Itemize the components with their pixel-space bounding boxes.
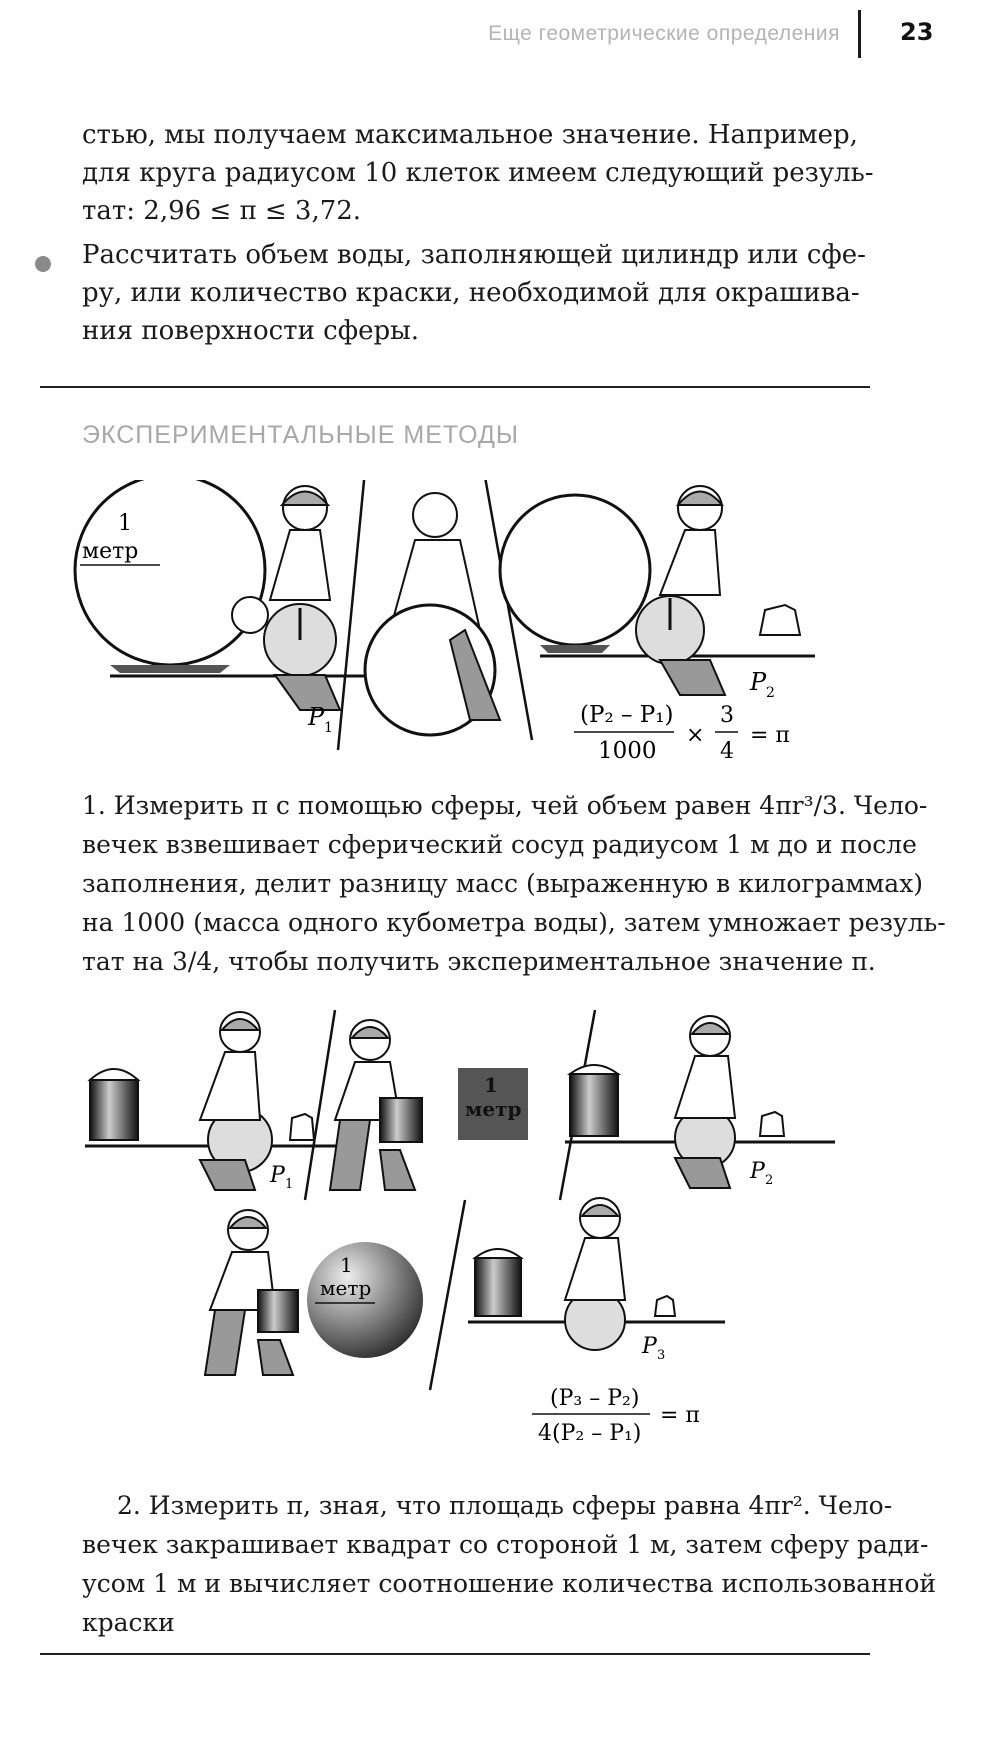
bottom-divider <box>40 1653 870 1655</box>
formula-result: = π <box>750 723 790 748</box>
running-title: Еще геометрические определения <box>488 22 840 45</box>
weight-sub-p1: 1 <box>285 1177 294 1192</box>
formula-2 <box>532 1386 700 1446</box>
weight-label-p3: P <box>642 1334 657 1359</box>
panel-weigh-full-can <box>85 1012 360 1192</box>
weight-sub-p3: 3 <box>657 1348 666 1363</box>
text-line: 2. Измерить π, зная, что площадь сферы равна 4πr². Чело- <box>117 1491 893 1520</box>
text-line: тат: 2,96 ≤ π ≤ 3,72. <box>82 196 362 226</box>
header-divider <box>858 10 861 58</box>
sphere-label-unit: метр <box>82 539 139 564</box>
sphere-label-unit: метр <box>320 1276 372 1300</box>
formula-result: = π <box>660 1403 700 1428</box>
text-line: вечек закрашивает квадрат со стороной 1 м, затем сферу ради- <box>82 1530 929 1559</box>
text-line: ния поверхности сферы. <box>82 316 420 346</box>
panel-divider <box>305 1010 335 1200</box>
weight-label-p1: P <box>270 1163 285 1188</box>
text-line: краски <box>82 1608 175 1637</box>
square-label-unit: метр <box>465 1097 522 1121</box>
panel-weigh-used-can <box>565 1016 835 1188</box>
section-title: ЭКСПЕРИМЕНТАЛЬНЫЕ МЕТОДЫ <box>82 421 520 449</box>
text-line: на 1000 (масса одного кубометра воды), затем умножает резуль- <box>82 908 946 937</box>
text-line: усом 1 м и вычисляет соотношение количества использованной <box>82 1569 937 1598</box>
intro-paragraph <box>82 116 872 230</box>
panel-divider <box>430 1200 465 1390</box>
formula-denominator: 1000 <box>598 738 657 764</box>
weight-sub-p2: 2 <box>765 1173 774 1188</box>
sphere-label-number: 1 <box>340 1253 353 1277</box>
formula-1 <box>574 702 790 764</box>
formula-numerator: (P₂ – P₁) <box>580 702 674 728</box>
formula-denominator: 4(P₂ – P₁) <box>538 1421 642 1446</box>
panel-weigh-final-can <box>468 1198 725 1363</box>
panel-divider <box>338 480 366 750</box>
text-line: заполнения, делит разницу масс (выраженную в килограммах) <box>82 869 924 898</box>
text-line: для круга радиусом 10 клеток имеем следующий резуль- <box>82 158 874 188</box>
text-line: тат на 3/4, чтобы получить экспериментальное значение π. <box>82 947 876 976</box>
text-line: стью, мы получаем максимальное значение. Например, <box>82 120 858 150</box>
page-number: 23 <box>900 18 934 46</box>
text-line: Рассчитать объем воды, заполняющей цилиндр или сфе- <box>82 240 866 270</box>
weight-label-p2: P <box>750 1159 765 1184</box>
figure-1-illustration <box>70 480 870 780</box>
panel-paint-sphere <box>205 1210 423 1375</box>
bullet-paragraph <box>82 236 872 350</box>
bullet-icon <box>35 256 51 272</box>
weight-sub-p2: 2 <box>766 685 775 701</box>
panel-weigh-full-sphere <box>500 486 815 701</box>
painted-sphere <box>307 1242 423 1358</box>
text-line: 1. Измерить π с помощью сферы, чей объем равен 4πr³/3. Чело- <box>82 791 928 820</box>
square-label-number: 1 <box>484 1073 498 1097</box>
section-divider <box>40 386 870 388</box>
panel-fill-sphere <box>365 493 500 735</box>
figure-1-caption <box>82 786 946 981</box>
sphere-label-number: 1 <box>118 511 132 536</box>
text-line: вечек взвешивает сферический сосуд радиусом 1 м до и после <box>82 830 917 859</box>
panel-paint-square <box>330 1020 528 1190</box>
formula-times: × <box>686 723 705 748</box>
figure-2-illustration <box>80 1010 880 1460</box>
weight-label-p2: P <box>750 668 767 696</box>
formula-numerator: (P₃ – P₂) <box>550 1386 640 1411</box>
text-line: ру, или количество краски, необходимой для окрашива- <box>82 278 860 308</box>
weight-label-p1: P <box>308 703 325 731</box>
formula-frac-den: 4 <box>720 739 734 764</box>
weight-sub-p1: 1 <box>324 720 333 736</box>
figure-2-caption <box>82 1486 937 1642</box>
formula-frac-num: 3 <box>720 703 734 728</box>
